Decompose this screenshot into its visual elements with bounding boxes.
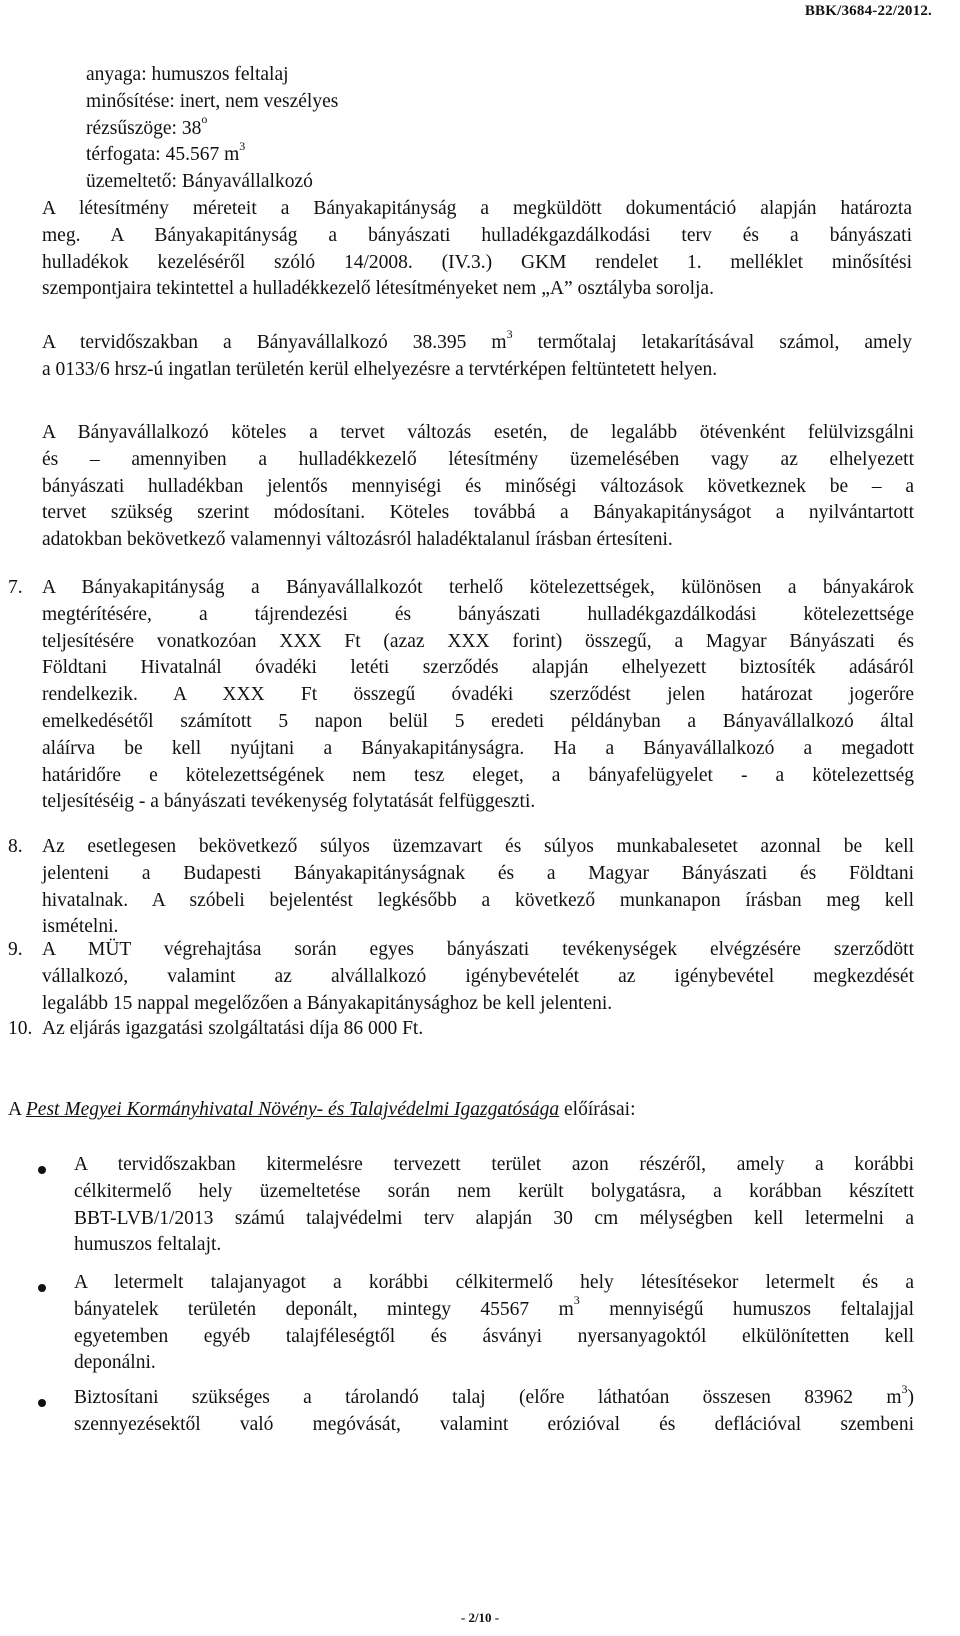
item-7-line-4: Földtani Hivatalnál óvadéki letéti szerződés alapján elhelyezett biztosíték adásáról [42,657,914,679]
item-7-line-1: A Bányakapitányság a Bányavállalkozót terhelő kötelezettségek, különösen a bányakárok [42,577,914,598]
bullet-2-text [74,1270,914,1377]
item-9-line-1: A MÜT végrehajtása során egyes bányászati tevékenységek elvégzésére szerződött [42,939,914,960]
item-7-line-3: teljesítésére vonatkozóan XXX Ft (azaz XXX forint) összegű, a Magyar Bányászati és [42,630,914,652]
item-8-text [42,834,914,941]
facility-paragraph [42,196,912,303]
document-reference-number: BBK/3684-22/2012. [804,3,932,19]
item-8-line-2: jelenteni a Budapesti Bányakapitányságnak és a Magyar Bányászati és Földtani [42,862,914,884]
plan-paragraph [42,326,912,384]
bullet-1-line-1: A tervidőszakban kitermelésre tervezett terület azon részéről, amely a korábbi [74,1154,914,1175]
slope-line: rézsűszöge: 38$^o$ [86,112,208,139]
bullet-3-text [74,1381,914,1439]
bullet-2-line-1: A letermelt talajanyagot a korábbi célkitermelő hely létesítésekor letermelt és a [74,1272,914,1293]
volume-line: térfogata: 45.567 $m^3$ [86,138,246,166]
item-9-text [42,937,914,1017]
bullet-3-dot [38,1399,46,1407]
bullet-1-dot [38,1166,46,1174]
review-paragraph [42,420,914,554]
bullet-2-line-2: bányatelek területén deponált, mintegy 45567 $m^3$ mennyiségű humuszos feltalajjal [74,1293,914,1320]
bullet-1-line-4: humuszos feltalajt. [74,1234,222,1256]
facility-line-1: A létesítmény méreteit a Bányakapitányság a megküldött dokumentáció alapján határozta [42,198,912,219]
item-9-number: 9. [8,939,23,960]
bullet-2-line-3: egyetemben egyéb talajféleségtől és ásványi nyersanyagoktól elkülönítetten kell [74,1325,914,1347]
item-7-line-5: rendelkezik. A XXX Ft összegű óvadéki szerződést jelen határozat jogerőre [42,684,914,706]
material-line: anyaga: humuszos feltalaj [86,64,289,85]
facility-line-4: szempontjaira tekintettel a hulladékkezelő létesítményeket nem „A” osztályba sorolja. [42,278,714,300]
bullet-3-line-1: Biztosítani szükséges a tárolandó talaj (előre láthatóan összesen 83962 $m^3$) [74,1381,914,1408]
bullet-1-text [74,1152,914,1259]
item-7-text [42,575,914,816]
review-line-5: adatokban bekövetkező valamennyi változásról haladéktalanul írásban értesíteni. [42,529,673,551]
review-line-1: A Bányavállalkozó köteles a tervet változás esetén, de legalább ötévenként felülvizsgálni [42,422,914,443]
review-line-2: és – amennyiben a hulladékkezelő létesítmény üzemelésében vagy az elhelyezett [42,448,914,470]
bullet-3-line-2: szennyezésektől való megóvását, valamint erózióval és deflációval szembeni [74,1413,914,1435]
facility-line-3: hulladékok kezeléséről szóló 14/2008. (IV.3.) GKM rendelet 1. melléklet minősítési [42,251,912,273]
item-8-line-4: ismételni. [42,916,119,938]
item-7-line-8: határidőre e kötelezettségének nem tesz eleget, a bányafelügyelet - a kötelezettség [42,764,914,786]
bullet-2-dot [38,1284,46,1292]
item-9-line-3: legalább 15 nappal megelőzően a Bányakapitánysághoz be kell jelenteni. [42,992,613,1014]
bullet-1-line-3: BBT-LVB/1/2013 számú talajvédelmi terv alapján 30 cm mélységben kell letermelni a [74,1207,914,1229]
item-7-line-6: emelkedésétől számított 5 napon belül 5 eredeti példányban a Bányavállalkozó által [42,710,914,732]
authority-heading: A Pest Megyei Kormányhivatal Növény- és Talajvédelmi Igazgatósága előírásai: [8,1099,636,1120]
item-10-line-1: Az eljárás igazgatási szolgáltatási díja 86 000 Ft. [42,1018,424,1039]
plan-line-1: A tervidőszakban a Bányavállalkozó 38.395 $m^3$ termőtalaj letakarításával számol, amely [42,326,912,353]
review-line-3: bányászati hulladékban jelentős mennyiségi és minőségi változások következnek be – a [42,475,914,497]
bullet-2-line-4: deponálni. [74,1352,156,1374]
operator-line: üzemeltető: Bányavállalkozó [86,171,313,193]
item-7-line-7: aláírva be kell nyújtani a Bányakapitányságra. Ha a Bányavállalkozó a megadott [42,737,914,759]
item-8-line-1: Az esetlegesen bekövetkező súlyos üzemzavart és súlyos munkabalesetet azonnal be kell [42,836,914,857]
facility-line-2: meg. A Bányakapitányság a bányászati hulladékgazdálkodási terv és a bányászati [42,224,912,246]
authority-name: Pest Megyei Kormányhivatal Növény- és Talajvédelmi Igazgatósága [25,1099,560,1120]
review-line-4: tervet szükség szerint módosítani. Köteles továbbá a Bányakapitányságot a nyilvántartott [42,502,914,524]
item-9-line-2: vállalkozó, valamint az alvállalkozó igénybevételét az igénybevétel megkezdését [42,965,914,987]
item-7-number: 7. [8,577,23,598]
plan-line-2: a 0133/6 hrsz-ú ingatlan területén kerül elhelyezésre a tervtérképen feltüntetett helyen. [42,358,718,380]
bullet-1-line-2: célkitermelő hely üzemeltetése során nem került bolygatásra, a korábban készített [74,1180,914,1202]
page-number: - 2/10 - [460,1610,500,1625]
item-10-text [42,1016,914,1043]
item-7-line-2: megtérítésére, a tájrendezési és bányászati hulladékgazdálkodási kötelezettsége [42,603,914,625]
item-7-line-9: teljesítéséig - a bányászati tevékenység folytatását felfüggeszti. [42,791,536,813]
item-10-number: 10. [8,1018,33,1039]
rating-line: minősítése: inert, nem veszélyes [86,90,339,112]
item-8-number: 8. [8,836,23,857]
item-8-line-3: hivatalnak. A szóbeli bejelentést legkésőbb a következő munkanapon írásban meg kell [42,889,914,911]
intro-list [86,62,786,196]
